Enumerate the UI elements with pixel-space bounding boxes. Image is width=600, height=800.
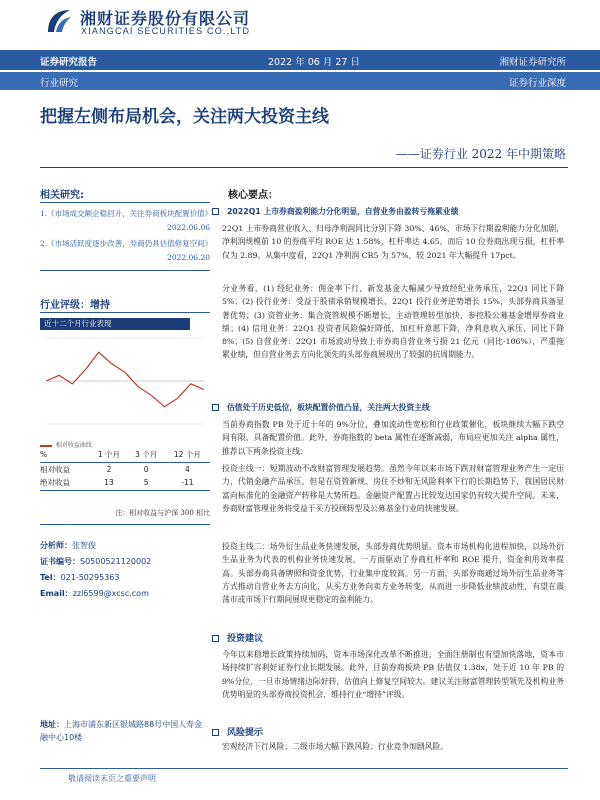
header-band xyxy=(0,50,600,70)
chart-title: 近十二个月行业表现 xyxy=(40,318,190,330)
page-subtitle: ——证券行业 2022 年中期策略 xyxy=(395,147,566,161)
section-1-paragraph-2: 分业务看，(1) 经纪业务：佣金率下行、新发基金大幅减少导致经纪业务承压，22Q1 同比下降 5%；(2) 投行业务：受益于股债承销规模增长，22Q1 投行业务逆势增长 15%，头部券商具备显著优势；(3) 资管业务：集合资管规模不断增长，主动管理转型加快，参控股公募基金增厚券商业绩；(4) 信用业务：22Q1 投资者风险偏好降低，加杠杆意愿下降，净利息收入承压，同比下降 8%；(5) 自营业务：22Q1 市场波动导致上市券商自营业务亏损 21 亿元（同比-106%），严重拖累业绩，但自营业务去方向化领先的头部券商展现出了较强的抗周期能力。 xyxy=(222,284,564,360)
table-header: 12 个月 xyxy=(165,448,210,462)
related-report-2[interactable] xyxy=(40,238,213,264)
checkbox-icon xyxy=(212,404,219,411)
analyst-line xyxy=(40,540,96,551)
table-cell: 13 xyxy=(90,476,127,490)
section-1-title xyxy=(212,206,458,217)
legend-swatch xyxy=(40,445,52,447)
tel-label: Tel： xyxy=(40,573,61,582)
industry-performance-chart xyxy=(40,332,210,434)
section-1-text: 2022Q1 上市券商盈利能力分化明显，自营业务由盈转亏拖累业绩 xyxy=(227,207,459,216)
tel-line xyxy=(40,572,119,583)
table-header: 1 个月 xyxy=(90,448,127,462)
subcategory: 证券行业深度 xyxy=(508,78,566,89)
related-report-text: 2.《市场活跃度逐步改善，券商仍具估值修复空间》 xyxy=(40,239,213,248)
report-type: 证券研究报告 xyxy=(40,57,98,68)
report-date: 2022 年 06 月 27 日 xyxy=(268,57,360,68)
footer-disclaimer[interactable]: 敬请阅读末页之重要声明 xyxy=(68,774,156,783)
core-points-heading: 核心要点： xyxy=(228,190,278,201)
table-cell: 5 xyxy=(128,476,165,490)
email-label: Email： xyxy=(40,589,73,598)
address-label: 地址： xyxy=(40,720,64,729)
cert-number: S0500521120002 xyxy=(80,557,152,566)
table-header: 3 个月 xyxy=(128,448,165,462)
table-cell: 4 xyxy=(184,464,190,474)
sidebar-divider xyxy=(40,524,210,525)
address-text: 上海市浦东新区银城路88号中国人寿金融中心10楼 xyxy=(40,720,203,742)
related-report-date: 2022.06.06 xyxy=(167,223,210,232)
table-row xyxy=(40,476,210,490)
related-report-1[interactable] xyxy=(40,208,213,234)
section-2-paragraph-3: 投资主线二：场外衍生品业务快速发展，头部券商优势明显。资本市场机构化进程加快，以场外衍生品业务为代表的机构业务快速发展，一方面驱动了券商杠杆率和 ROE 提升，资金利用效率提高。头部券商具备牌照和资金优势，行业集中度较高。另一方面，头部券商通过场外衍生品业务等方式推动自营业务去方向化，从买方业务向卖方业务转变，从而进一步降低业绩波动性，有望在震荡市或市场下行期间展现更稳定的盈利能力。 xyxy=(222,542,564,605)
legend-label: 相对收益曲线 xyxy=(55,442,92,449)
sidebar-divider xyxy=(40,202,210,203)
table-cell: 0 xyxy=(143,464,149,474)
section-2-paragraph-2: 投资主线一：短期波动不改财富管理发展趋势。虽然今年以来市场下跌对财富管理业务产生一定压力，代销金融产品承压，但是在资管新规、房住不炒和无风险利率下行的长期趋势下，我国居民财富向标准化的金融资产转移是大势所趋。金融资产配置占比较发达国家仍有较大提升空间。未来，券商财富管理业务将受益于买方投顾转型及公募基金行业的快速发展。 xyxy=(222,464,564,513)
institute-name: 湘财证券研究所 xyxy=(499,57,566,68)
section-4-text: 风险提示 xyxy=(227,728,264,738)
email-line xyxy=(40,588,149,599)
section-3-paragraph: 今年以来稳增长政策持续加码，资本市场深化改革不断推进，全面注册制也有望加快落地，资本市场持续扩容利好证券行业长期发展。此外，目前券商板块 PB 估值仅 1.38x，处于近 10 年 PB 的 9%分位，一旦市场情绪边际好转，估值向上修复空间较大。建议关注财富管理转型领先及机构业务优势明显的头部券商投资机会，维持行业“增持”评级。 xyxy=(222,650,564,699)
analyst-label: 分析师： xyxy=(40,541,72,550)
title-divider xyxy=(40,167,568,168)
footer-divider xyxy=(40,768,568,769)
table-cell: 2 xyxy=(106,464,112,474)
industry-rating: 行业评级：增持 xyxy=(40,300,110,311)
section-2-title xyxy=(212,402,430,413)
page-title: 把握左侧布局机会，关注两大投资主线 xyxy=(40,107,329,127)
table-cell: 绝对收益 xyxy=(40,476,90,490)
related-report-date: 2022.06.20 xyxy=(167,253,210,262)
category-band xyxy=(0,72,600,90)
section-4-title xyxy=(212,725,263,738)
section-3-title xyxy=(212,631,263,644)
sidebar-divider xyxy=(40,312,210,313)
table-header: % xyxy=(40,448,90,462)
company-name-en: XIANGCAI SECURITIES CO.,LTD xyxy=(81,26,251,36)
table-cell: -11 xyxy=(165,476,210,490)
section-3-text: 投资建议 xyxy=(227,634,264,644)
table-row xyxy=(40,462,210,476)
company-name-cn: 湘财证券股份有限公司 xyxy=(80,9,251,28)
analyst-name: 张智俊 xyxy=(72,541,96,550)
table-note: 注：相对收益与沪深 300 相比 xyxy=(115,509,210,517)
tel-number: 021-50295363 xyxy=(60,573,120,582)
section-1-paragraph-1: 22Q1 上市券商营业收入、归母净利润同比分别下降 30%、46%，市场下行期盈利能力分化加剧，净利润规模前 10 的券商平均 ROE 达 1.58%，杠杆率达 4.65，而后 10 位券商出现亏损，杠杆率仅为 2.89。从集中度看，22Q1 净利润 CR5 为 57%，较 2021 年大幅提升 17pct。 xyxy=(222,224,564,260)
cert-line xyxy=(40,556,151,567)
performance-table xyxy=(40,448,210,491)
checkbox-icon xyxy=(212,635,219,642)
checkbox-icon xyxy=(212,208,219,215)
sidebar-divider xyxy=(40,270,210,271)
relative-return-line xyxy=(46,352,204,407)
section-2-text: 估值处于历史低位，板块配置价值凸显，关注两大投资主线 xyxy=(227,403,430,412)
xiangcai-logo xyxy=(44,6,74,36)
checkbox-icon xyxy=(212,729,219,736)
table-cell: 相对收益 xyxy=(40,464,70,474)
section-2-paragraph-1: 当前券商指数 PB 处于近十年的 9%分位，叠加流动性宽松和行业政策催化，板块继续大幅下跌空间有限，具备配置价值。此外，券商指数的 beta 属性在逐渐减弱，布局应更加关注 alpha 属性，推荐以下两条投资主线： xyxy=(222,420,564,456)
section-4-paragraph: 宏观经济下行风险；二级市场大幅下跌风险；行业竞争加剧风险。 xyxy=(222,742,449,751)
email-link[interactable]: zzl6599@xcsc.com xyxy=(72,589,149,598)
cert-label: 证书编号： xyxy=(40,557,80,566)
category: 行业研究 xyxy=(40,78,79,89)
table-header-row xyxy=(40,448,210,462)
address xyxy=(40,718,210,744)
related-report-text: 1.《市场成交额企稳回升，关注券商板块配置价值》 xyxy=(40,209,213,218)
related-research-heading: 相关研究: xyxy=(40,190,84,201)
